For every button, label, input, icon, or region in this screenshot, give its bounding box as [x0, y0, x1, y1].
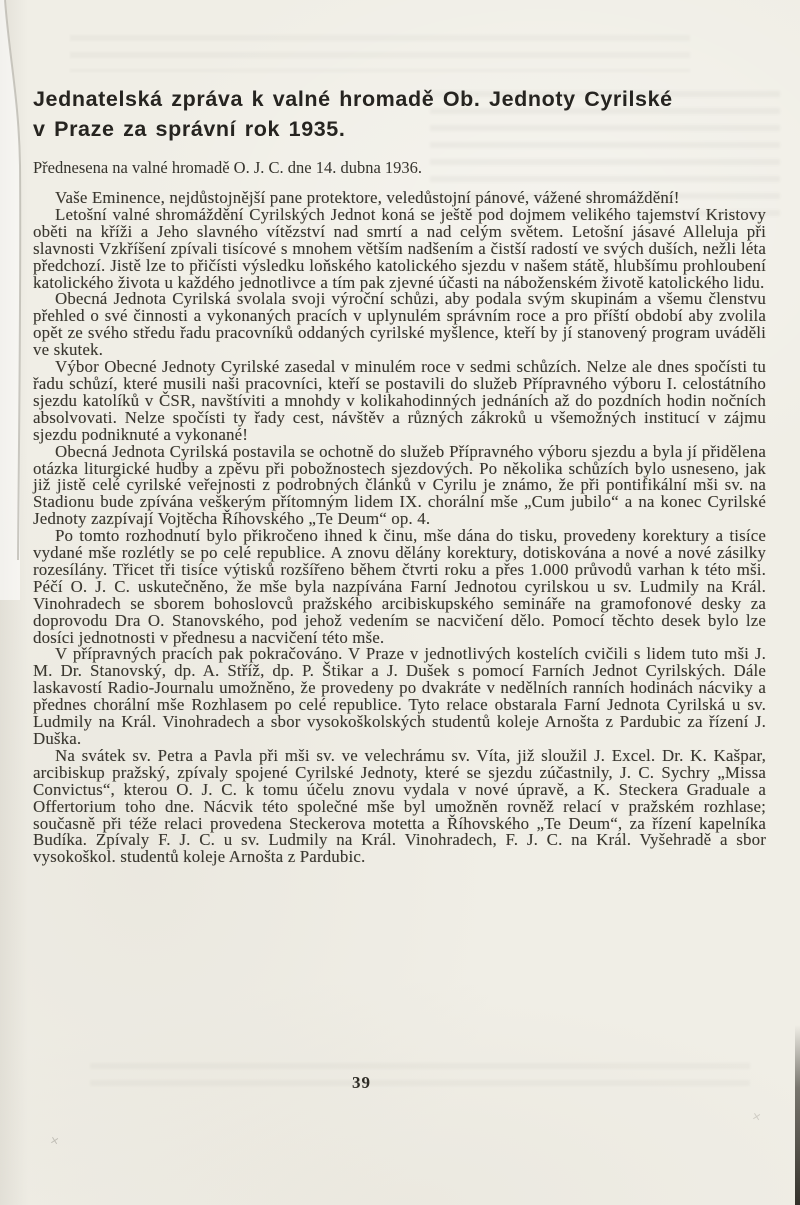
body-paragraph: Na svátek sv. Petra a Pavla při mši sv. ve velechrámu sv. Víta, již sloužil J. Excel. Dr. K. Kašpar, arcibiskup pražský, zpívaly spojené Cyrilské Jednoty, které se sjezdu zúčastnily, J. C. Sychry „Missa Convictus“, kterou O. J. C. k tomu účelu znovu vydala v nové úpravě, a K. Steckera Graduale a Offertorium toho dne. Nácvik této společné mše byl umožněn rovněž relací v pražském rozhlase; současně při téže relaci provedena Steckerova motetta a Říhovského „Te Deum“, za řízení kapelníka Budíka. Zpívaly F. J. C. u sv. Ludmily na Král. Vinohradech, F. J. C. na Král. Vyšehradě a sbor vysokoškol. studentů koleje Arnošta z Pardubic. [33, 745, 766, 867]
body-paragraph: Vaše Eminence, nejdůstojnější pane protektore, veledůstojní pánové, vážené shromáždění! [55, 188, 680, 207]
body-paragraph: Výbor Obecné Jednoty Cyrilské zasedal v minulém roce v sedmi schůzích. Nelze ale dnes spočísti tu řadu schůzí, které musili naši pracovníci, kteří se postavili do služeb Přípravného výboru I. celostátního sjezdu katolíků v ČSR, navštíviti a mnohdy v kolikahodinných jednáních až do pozdních hodin nočních absolvovati. Nelze spočísti ty řady cest, návštěv a různých zákroků u všemožných institucí v zájmu sjezdu podniknuté a vykonané! [33, 357, 766, 444]
page-number: 39 [352, 1073, 371, 1092]
document-subtitle: Přednesena na valné hromadě O. J. C. dne 14. dubna 1936. [33, 158, 423, 177]
document-content [33, 84, 766, 866]
body-paragraph: Letošní valné shromáždění Cyrilských Jednot koná se ještě pod dojmem velikého tajemství Kristovy oběti na kříži a Jeho slavného vítězství nad smrtí a nad celým světem. Letošní jásavé Alleluja při slavnosti Vzkříšení zpívali tisícové s mnohem větším nadšením a čistší radostí ve svých duších, nežli léta předchozí. Jistě lze to přičísti výsledku loňského katolického sjezdu v našem státě, hlubšímu prohloubení katolického života u každého jednotlivce a tím pak zjevné účasti na náboženském životě katolického lidu. [33, 204, 766, 292]
body-paragraph: Po tomto rozhodnutí bylo přikročeno ihned k činu, mše dána do tisku, provedeny korektury a tisíce vydané mše rozlétly se po celé republice. A znovu dělány korektury, dotiskována a nové a nové zásilky rozesílány. Třicet tři tisíce výtisků rozšířeno během čtvrti roku a přes 1.000 průvodů varhan k této mši. Péčí O. J. C. uskutečněno, že mše byla nazpívána Farní Jednotou cyrilskou u sv. Ludmily na Král. Vinohradech se sborem bohoslovců pražského arcibiskupského semináře na gramofonové desky za doprovodu Dra O. Stanovského, pod jehož vedením se nacvičení dělo. Pomocí těchto desek bylo lze dosíci jednotnosti v přednesu a nacvičení této mše. [33, 526, 766, 647]
document-title [33, 84, 766, 144]
page-edge-shadow [795, 1025, 800, 1205]
body-paragraph: V přípravných pracích pak pokračováno. V Praze v jednotlivých kostelích cvičili s lidem tuto mši J. M. Dr. Stanovský, dp. A. Stříž, dp. P. Štikar a J. Dušek s pomocí Farních Jednot Cyrilských. Dále laskavostí Radio-Journalu umožněno, že provedeny po dvakráte v nedělních ranních hodinách nácviky a přednes chorální mše Rozhlasem po celé republice. Tyto relace obstarala Farní Jednota Cyrilská u sv. Ludmily na Král. Vinohradech a sbor vysokoškolských studentů koleje Arnošta z Pardubic za řízení J. Duška. [33, 644, 766, 748]
document-body [33, 190, 766, 866]
scan-speck: × [48, 1133, 61, 1148]
bleed-through-artifact [90, 1058, 750, 1092]
document-title-line-2: v Praze za správní rok 1935. [33, 117, 346, 141]
body-paragraph: Obecná Jednota Cyrilská postavila se ochotně do služeb Přípravného výboru sjezdu a byla jí přidělena otázka liturgické hudby a zpěvu při pobožnostech sjezdových. Po několika schůzích bylo usneseno, jak již jistě celé cyrilské veřejnosti z podrobných článků v Cyrilu je známo, že při pontifikální mši sv. na Stadionu bude zpívána veškerým přítomným lidem IX. chorální mše „Cum jubilo“ a na konec Cyrilské Jednoty zazpívají Vojtěcha Říhovského „Te Deum“ op. 4. [33, 441, 766, 529]
bleed-through-artifact [70, 30, 690, 72]
scan-speck: × [750, 1109, 763, 1124]
body-paragraph: Obecná Jednota Cyrilská svolala svoji výroční schůzi, aby podala svým skupinám a všemu členstvu přehled o své činnosti a vykonaných pracích v uplynulém správním roce a pro příští období aby zvolila opět ze svého středu řadu pracovníků oddaných cyrilské myšlence, kteří by jí stanovený program uváděli ve skutek. [33, 289, 766, 360]
document-title-line-1: Jednatelská zpráva k valné hromadě Ob. Jednoty Cyrilské [33, 87, 673, 111]
